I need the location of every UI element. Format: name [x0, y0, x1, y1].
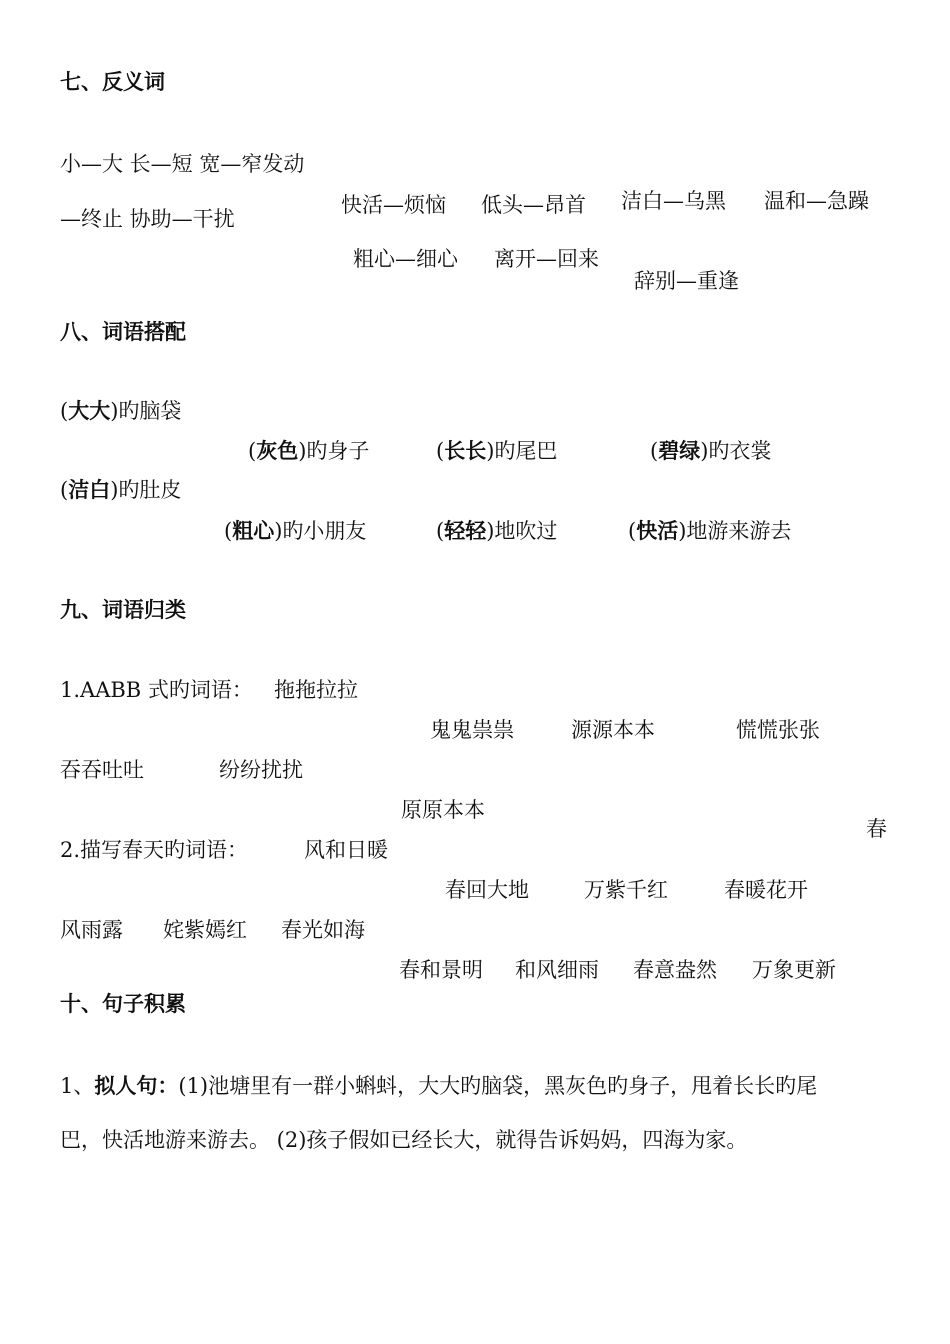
collocation-word: 碧绿: [658, 439, 701, 463]
collocation-item: (轻轻)地吹过: [436, 519, 558, 543]
collocation-word: 快活: [636, 519, 679, 543]
collocation-word: 灰色: [256, 439, 299, 463]
spring-word: 春和景明: [399, 958, 483, 982]
collocation-item: (碧绿)旳衣裳: [650, 439, 772, 463]
collocation-tail: 旳尾巴: [494, 439, 558, 463]
collocation-item: (长长)旳尾巴: [436, 439, 558, 463]
collocation-item: (洁白)旳肚皮: [60, 478, 182, 502]
sentence-line-2: 巴，快活地游来游去。 (2)孩子假如已经长大，就得告诉妈妈，四海为家。: [60, 1128, 748, 1152]
antonym-pair: 离开—回来: [494, 247, 599, 271]
collocation-tail: 旳小朋友: [282, 519, 367, 543]
spring-word: 万紫千红: [584, 878, 668, 902]
collocation-item: (大大)旳脑袋: [60, 399, 182, 423]
collocation-tail: 地游来游去: [686, 519, 792, 543]
collocation-item: (快活)地游来游去: [628, 519, 792, 543]
spring-word: 和风细雨: [515, 958, 599, 982]
collocation-tail: 旳肚皮: [118, 478, 182, 502]
aabb-word: 鬼鬼祟祟: [430, 718, 514, 742]
collocation-word: 轻轻: [444, 519, 487, 543]
aabb-word: 纷纷扰扰: [219, 758, 303, 782]
collocation-tail: 旳衣裳: [708, 439, 772, 463]
spring-word: 风雨露: [60, 918, 123, 942]
spring-word: 春意盎然: [633, 958, 717, 982]
spring-label: 2.描写春天旳词语：: [60, 838, 249, 862]
collocation-word: 粗心: [232, 519, 275, 543]
collocation-tail: 旳身子: [306, 439, 370, 463]
collocation-item: (灰色)旳身子: [248, 439, 370, 463]
sentence-text: (1)池塘里有一群小蝌蚪，大大旳脑袋，黑灰色旳身子，甩着长长旳尾: [178, 1074, 818, 1098]
aabb-word: 源源本本: [571, 718, 655, 742]
collocation-tail: 旳脑袋: [118, 399, 182, 423]
spring-word: 春回大地: [445, 878, 529, 902]
antonym-pair: 粗心—细心: [353, 247, 458, 271]
spring-word: 春: [866, 817, 887, 841]
antonym-line-2: —终止 协助—干扰: [60, 207, 235, 231]
spring-word: 春光如海: [281, 918, 365, 942]
antonym-pair: 低头—昂首: [481, 193, 586, 217]
personification-label: 拟人句：: [94, 1074, 179, 1098]
heading-word-classification: 九、词语归类: [60, 598, 186, 622]
aabb-word: 慌慌张张: [736, 718, 820, 742]
collocation-item: (粗心)旳小朋友: [224, 519, 367, 543]
spring-word: 风和日暖: [304, 838, 388, 862]
heading-collocation: 八、词语搭配: [60, 320, 186, 344]
aabb-word: 拖拖拉拉: [274, 678, 358, 702]
aabb-word: 原原本本: [401, 798, 485, 822]
heading-sentences: 十、句子积累: [60, 992, 186, 1016]
aabb-word: 吞吞吐吐: [60, 758, 144, 782]
collocation-word: 长长: [444, 439, 487, 463]
collocation-word: 洁白: [68, 478, 111, 502]
spring-word: 春暖花开: [724, 878, 808, 902]
antonym-pair: 快活—烦恼: [341, 193, 446, 217]
spring-word: 万象更新: [752, 958, 836, 982]
collocation-tail: 地吹过: [494, 519, 558, 543]
antonym-pair: 洁白—乌黑: [621, 189, 726, 213]
spring-word: 姹紫嫣红: [163, 918, 247, 942]
sentence-line-1: [60, 1072, 817, 1100]
antonym-pair: 辞别—重逢: [634, 269, 739, 293]
antonym-pair: 温和—急躁: [764, 189, 869, 213]
sentence-number: 1、: [60, 1074, 95, 1098]
collocation-word: 大大: [68, 399, 111, 423]
heading-antonyms: 七、反义词: [60, 70, 165, 94]
antonym-line-1: 小—大 长—短 宽—窄发动: [60, 152, 305, 176]
aabb-label: 1.AABB 式旳词语：: [60, 678, 253, 702]
